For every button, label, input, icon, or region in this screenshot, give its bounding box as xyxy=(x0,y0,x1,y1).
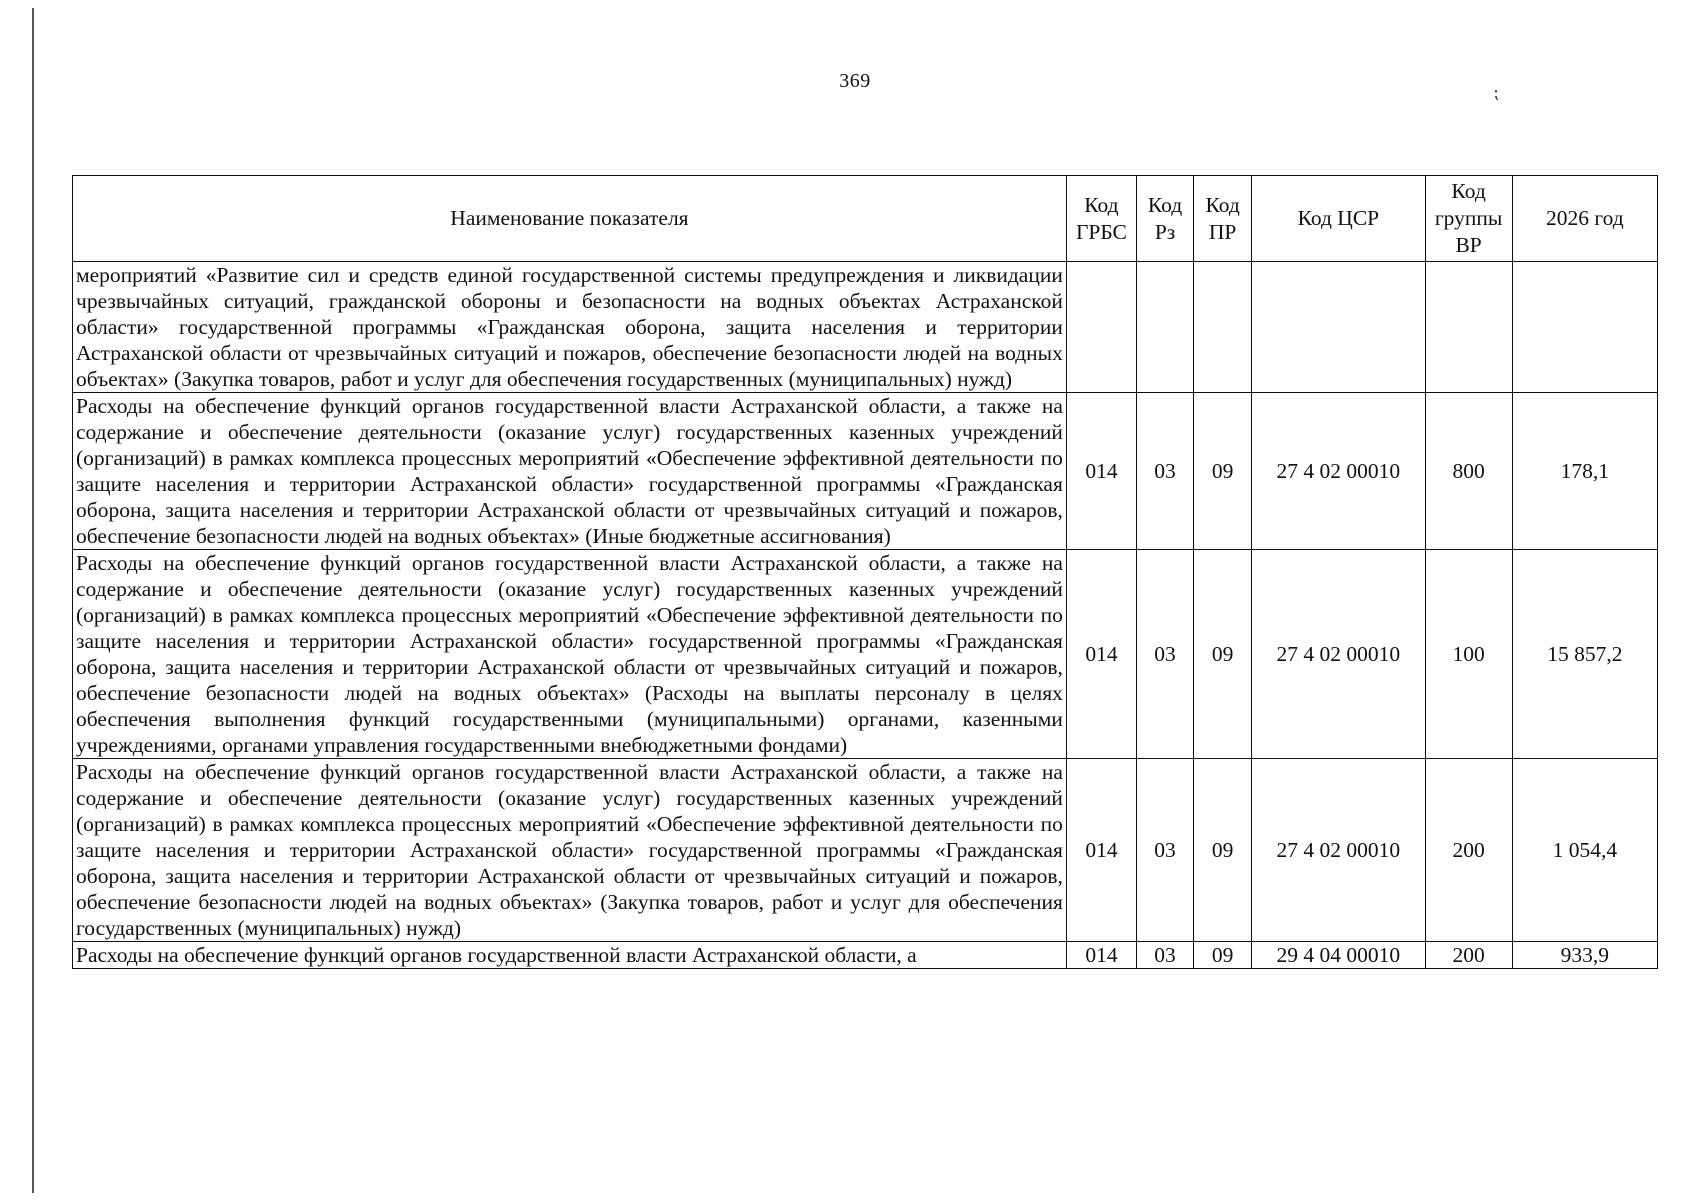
header-pr: Код ПР xyxy=(1194,176,1252,262)
row-csr: 27 4 02 00010 xyxy=(1252,759,1425,942)
row-vr xyxy=(1425,262,1512,393)
table-row xyxy=(73,550,1658,759)
row-pr: 09 xyxy=(1194,393,1252,550)
row-csr: 29 4 04 00010 xyxy=(1252,942,1425,969)
page-number: 369 xyxy=(839,70,871,92)
row-vr: 800 xyxy=(1425,393,1512,550)
row-grbs: 014 xyxy=(1066,759,1136,942)
header-grbs: Код ГРБС xyxy=(1066,176,1136,262)
row-vr: 100 xyxy=(1425,550,1512,759)
row-rz xyxy=(1137,262,1194,393)
row-rz: 03 xyxy=(1137,550,1194,759)
row-rz: 03 xyxy=(1137,759,1194,942)
row-grbs: 014 xyxy=(1066,550,1136,759)
header-csr: Код ЦСР xyxy=(1252,176,1425,262)
header-rz: Код Рз xyxy=(1137,176,1194,262)
row-amount: 933,9 xyxy=(1512,942,1657,969)
row-vr: 200 xyxy=(1425,759,1512,942)
row-pr xyxy=(1194,262,1252,393)
row-rz: 03 xyxy=(1137,942,1194,969)
table-row xyxy=(73,393,1658,550)
row-csr: 27 4 02 00010 xyxy=(1252,393,1425,550)
row-name: Расходы на обеспечение функций органов государственной власти Астраханской области, а также на содержание и обеспечение деятельности (оказание услуг) государственных казенных учреждений (организаций) в рамках комплекса процессных мероприятий «Обеспечение эффективной деятельности по защите населения и территории Астраханской области» государственной программы «Гражданская оборона, защита населения и территории Астраханской области от чрезвычайных ситуаций и пожаров, обеспечение безопасности людей на водных объектах» (Закупка товаров, работ и услуг для обеспечения государственных (муниципальных) нужд) xyxy=(73,759,1067,942)
row-grbs: 014 xyxy=(1066,393,1136,550)
header-name: Наименование показателя xyxy=(73,176,1067,262)
row-name: Расходы на обеспечение функций органов государственной власти Астраханской области, а также на содержание и обеспечение деятельности (оказание услуг) государственных казенных учреждений (организаций) в рамках комплекса процессных мероприятий «Обеспечение эффективной деятельности по защите населения и территории Астраханской области» государственной программы «Гражданская оборона, защита населения и территории Астраханской области от чрезвычайных ситуаций и пожаров, обеспечение безопасности людей на водных объектах» (Расходы на выплаты персоналу в целях обеспечения выполнения функций государственными (муниципальными) органами, казенными учреждениями, органами управления государственными внебюджетными фондами) xyxy=(73,550,1067,759)
header-year: 2026 год xyxy=(1512,176,1657,262)
row-name: Расходы на обеспечение функций органов государственной власти Астраханской области, а xyxy=(73,942,1067,969)
row-amount xyxy=(1512,262,1657,393)
header-vr: Код группы ВР xyxy=(1425,176,1512,262)
row-amount: 178,1 xyxy=(1512,393,1657,550)
row-grbs xyxy=(1066,262,1136,393)
row-name: мероприятий «Развитие сил и средств единой государственной системы предупреждения и ликвидации чрезвычайных ситуаций, гражданской обороны и безопасности на водных объектах Астраханской области» государственной программы «Гражданская оборона, защита населения и территории Астраханской области от чрезвычайных ситуаций и пожаров, обеспечение безопасности людей на водных объектах» (Закупка товаров, работ и услуг для обеспечения государственных (муниципальных) нужд) xyxy=(73,262,1067,393)
row-name: Расходы на обеспечение функций органов государственной власти Астраханской области, а также на содержание и обеспечение деятельности (оказание услуг) государственных казенных учреждений (организаций) в рамках комплекса процессных мероприятий «Обеспечение эффективной деятельности по защите населения и территории Астраханской области» государственной программы «Гражданская оборона, защита населения и территории Астраханской области от чрезвычайных ситуаций и пожаров, обеспечение безопасности людей на водных объектах» (Иные бюджетные ассигнования) xyxy=(73,393,1067,550)
row-amount: 15 857,2 xyxy=(1512,550,1657,759)
row-pr: 09 xyxy=(1194,759,1252,942)
row-pr: 09 xyxy=(1194,942,1252,969)
row-grbs: 014 xyxy=(1066,942,1136,969)
left-margin-line xyxy=(32,8,34,1193)
row-rz: 03 xyxy=(1137,393,1194,550)
row-vr: 200 xyxy=(1425,942,1512,969)
row-pr: 09 xyxy=(1194,550,1252,759)
corner-mark: ⁏ xyxy=(1493,82,1500,102)
row-csr: 27 4 02 00010 xyxy=(1252,550,1425,759)
table-header-row xyxy=(73,176,1658,262)
row-amount: 1 054,4 xyxy=(1512,759,1657,942)
table-row xyxy=(73,759,1658,942)
table-row xyxy=(73,942,1658,969)
budget-table xyxy=(72,175,1658,969)
table-row xyxy=(73,262,1658,393)
row-csr xyxy=(1252,262,1425,393)
